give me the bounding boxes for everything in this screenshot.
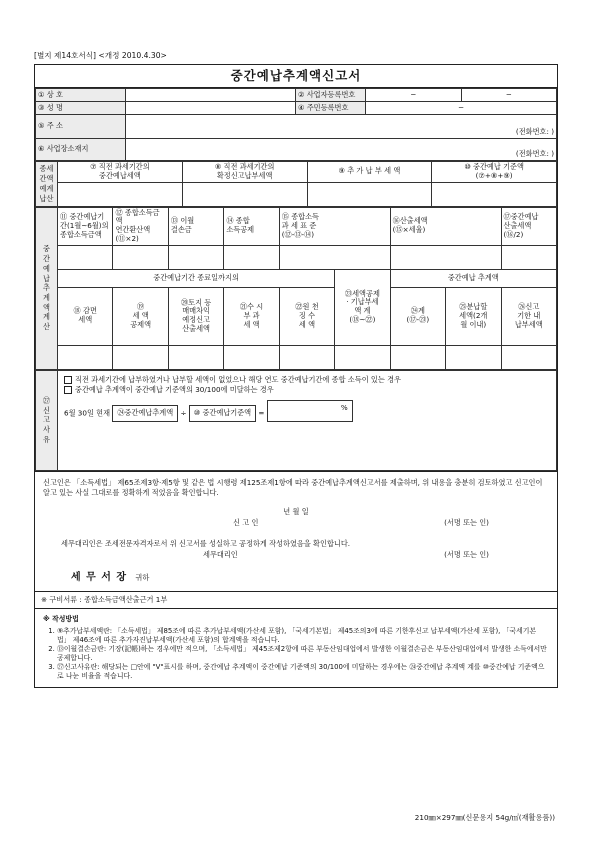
trade-name-field[interactable] (126, 89, 296, 102)
business-number-label: ② 사업자등록번호 (296, 89, 366, 102)
h24-field[interactable] (390, 345, 445, 369)
agent-row (43, 550, 549, 561)
h16-field[interactable] (390, 245, 501, 269)
agent-sign[interactable]: (서명 또는 인) (444, 549, 489, 559)
instructions (35, 608, 557, 687)
h18-label: ⑱ 감면 세액 (58, 287, 113, 345)
h9-field[interactable] (307, 182, 432, 206)
declaration-section (35, 471, 557, 592)
taxpayer-info-table (35, 88, 557, 161)
h14-field[interactable] (224, 245, 279, 269)
checkbox-icon[interactable] (64, 376, 72, 384)
instruction-item: 2. ⑬이월결손금란: 기장(記帳)하는 경우에만 적으며, 「소득세법」 제45조제2항에 따른 부동산임대업에서 발생한 이월결손금은 부동산임대업에서 발생한 소득에서만 공제합니다. (57, 645, 549, 663)
calculation-table (35, 207, 557, 370)
business-number-field[interactable]: ─ (366, 89, 462, 102)
base-amount-side-label: 종세 간액 예계 납산 (36, 162, 58, 207)
report-form (34, 64, 558, 688)
ratio-denominator-box (189, 405, 256, 422)
ratio-date: 6월 30일 현재 (64, 408, 111, 418)
h18-field[interactable] (58, 345, 113, 369)
h8-label: ⑧ 직전 과세기간의 확정신고납부세액 (182, 162, 307, 183)
h23-label: ㉓세액공제 · 기납부세 액 계 (⑱~㉒) (335, 269, 390, 345)
tax-office-name: 세 무 서 장 (71, 572, 128, 584)
checkbox-icon[interactable] (64, 386, 72, 394)
reason-option-2[interactable] (64, 385, 550, 396)
business-phone: (전화번호: ) (515, 149, 554, 159)
h11-field[interactable] (58, 245, 113, 269)
ratio-denominator-label: ⑩ 중간예납기준액 (193, 408, 252, 418)
h17-label: ⑰중간예납 산출세액 (⑯/2) (501, 207, 557, 245)
ratio-numerator-label: ㉔중간예납추계액 (117, 408, 174, 418)
agent-text: 세무대리인은 조세전문자격자로서 위 신고서를 성실하고 공정하게 작성하였음을 확인합니다. (61, 538, 351, 548)
h22-label: ㉒원 천 징 수 세 액 (279, 287, 334, 345)
h21-field[interactable] (224, 345, 279, 369)
h20-label: ⑳토지 등 매매차익 예정신고 산출세액 (168, 287, 223, 345)
h10-field[interactable] (432, 182, 557, 206)
h9-label: ⑨ 추 가 납 부 세 액 (307, 162, 432, 183)
applicant-label: 신 고 인 (233, 518, 259, 528)
h26-field[interactable] (501, 345, 557, 369)
h20-field[interactable] (168, 345, 223, 369)
h16-label: ⑯산출세액 (⑮×세율) (390, 207, 501, 245)
h14-label: ⑭ 종합 소득공제 (224, 207, 279, 245)
declaration-text: 신고인은 「소득세법」 제65조제3항·제5항 및 같은 법 시행령 제125조제1항에 따라 중간예납추계액신고서를 제출하며, 위 내용을 충분히 검토하였고 신고인이 알고 있는 사실 그대로를 정확하게 적었음을 확인합니다. (43, 477, 543, 498)
h11-label: ⑪ 중간예납기 간(1월~6월)의 종합소득금액 (58, 207, 113, 245)
form-title: 중간예납추계액신고서 (35, 65, 557, 88)
group-header-1: 중간예납기간 종료일까지의 (58, 269, 335, 287)
name-label: ③ 성 명 (36, 102, 126, 115)
form-number: [별지 제14호서식] <개정 2010.4.30> (34, 51, 167, 60)
applicant-sign[interactable]: (서명 또는 인) (444, 518, 489, 528)
calc-side-label: 중 간 예 납 추 계 액 계 산 (36, 207, 58, 369)
h12-label: ⑫ 종합소득금액 연간환산액 (⑪×2) (113, 207, 168, 245)
reason-side-label: ㉗ 신 고 사 유 (36, 370, 58, 470)
trade-name-label: ① 상 호 (36, 89, 126, 102)
h17-field[interactable] (501, 245, 557, 269)
instruction-item: 1. ⑨추가납부세액란: 「소득세법」 제85조에 따른 추가납부세액(가산세 포함), 「국세기본법」 제45조의3에 따른 기한후신고 납부세액(가산세 포함), 「국세기본법」 제46조에 따른 추가자진납부세액(가산세 포함)의 합계액을 적습니다. (57, 627, 549, 645)
reason-table (35, 370, 557, 471)
address-label: ⑤ 주 소 (36, 115, 126, 139)
h15-field[interactable] (279, 245, 390, 269)
h22-field[interactable] (279, 345, 334, 369)
h10-label: ⑩ 중간예납 기준액 (⑦+⑧+⑨) (432, 162, 557, 183)
applicant-row (43, 518, 549, 529)
equals-sign: = (258, 408, 265, 418)
h8-field[interactable] (182, 182, 307, 206)
ratio-result-field[interactable] (267, 400, 353, 422)
tax-office-suffix: 귀하 (135, 573, 150, 583)
h7-label: ⑦ 직전 과세기간의 중간예납세액 (58, 162, 183, 183)
h26-label: ㉖신고 기한 내 납부세액 (501, 287, 557, 345)
address-field[interactable] (126, 115, 557, 139)
resident-number-label: ④ 주민등록번호 (296, 102, 366, 115)
h19-label: ⑲ 세 액 공제액 (113, 287, 168, 345)
agent-label: 세무대리인 (203, 549, 238, 559)
resident-number-field[interactable]: ─ (366, 102, 557, 115)
paper-spec: 210㎜×297㎜(신문용지 54g/㎡(재활용품)) (414, 813, 555, 822)
h13-label: ⑬ 이월 결손금 (168, 207, 223, 245)
group-header-2: 중간예납 추계액 (390, 269, 556, 287)
h25-field[interactable] (446, 345, 501, 369)
h24-label: ㉔계 (⑰-㉓) (390, 287, 445, 345)
divide-sign: ÷ (180, 408, 187, 418)
h15-label: ⑮ 종합소득 과 세 표 준 (⑫-⑬-⑭) (279, 207, 390, 245)
business-address-field[interactable] (126, 139, 557, 161)
name-field[interactable] (126, 102, 296, 115)
h13-field[interactable] (168, 245, 223, 269)
reason-option-1[interactable] (64, 375, 550, 386)
instructions-title: ※ 작성방법 (43, 615, 79, 624)
reason-option-2-text: 중간예납 추계액이 중간예납 기준액의 30/100에 미달하는 경우 (75, 385, 274, 395)
h12-field[interactable] (113, 245, 168, 269)
percent-sign: % (340, 403, 348, 413)
h21-label: ㉑수 시 부 과 세 액 (224, 287, 279, 345)
declaration-date[interactable]: 년 월 일 (283, 507, 309, 517)
instruction-item: 3. ㉗신고사유란: 해당되는 □안에 "V"표시를 하며, 중간예납 추계액이 중간예납 기준액의 30/100에 미달하는 경우에는 ㉔중간예납 추계액 계를 ⑩중간예납 기준액으로 나눈 비율을 적습니다. (57, 663, 549, 681)
h25-label: ㉕분납할 세액(2개 월 이내) (446, 287, 501, 345)
business-number-field-2[interactable]: ─ (461, 89, 557, 102)
h7-field[interactable] (58, 182, 183, 206)
ratio-numerator-box (112, 405, 178, 422)
attachments: ※ 구비서류 : 종합소득금액산출근거 1부 (35, 591, 557, 608)
base-amount-table (35, 161, 557, 207)
h23-field[interactable] (335, 345, 390, 369)
address-phone: (전화번호: ) (515, 127, 554, 137)
business-address-label: ⑥ 사업장소재지 (36, 139, 126, 161)
h19-field[interactable] (113, 345, 168, 369)
reason-option-1-text: 직전 과세기간에 납부하였거나 납부할 세액이 없었으나 해당 연도 중간예납기간에 종합 소득이 있는 경우 (75, 374, 401, 384)
